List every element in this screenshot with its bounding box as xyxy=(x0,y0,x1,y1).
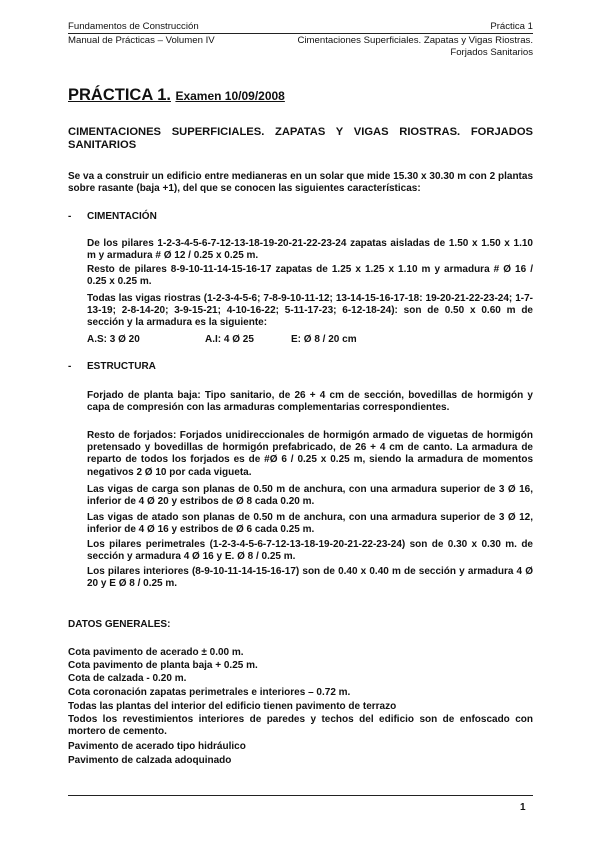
header-course: Fundamentos de Construcción xyxy=(68,21,199,32)
cimentacion-p3: Todas las vigas riostras (1-2-3-4-5-6; 7-8-9-10-11-12; 13-14-15-16-17-18: 19-20-21-22-23-24; 1-7-13-19; 2-8-14-20; 3-9-15-21; 4-10-16-22; 5-11-17-23; 6-12-18-24): son de 0.50 x 0.60 m de sección y la armadura es la siguiente: xyxy=(87,293,533,329)
header-practice: Práctica 1 xyxy=(490,21,533,32)
section-heading: CIMENTACIONES SUPERFICIALES. ZAPATAS Y VIGAS RIOSTRAS. FORJADOS SANITARIOS xyxy=(68,126,533,152)
datos-line: Cota coronación zapatas perimetrales e interiores – 0.72 m. xyxy=(68,687,351,698)
header-topic: Cimentaciones Superficiales. Zapatas y Vigas Riostras. xyxy=(297,35,533,46)
estructura-p1: Forjado de planta baja: Tipo sanitario, de 26 + 4 cm de sección, bovedillas de hormigón y capa de compresión con las armaduras complementarias correspondientes. xyxy=(87,390,533,414)
estructura-p5: Los pilares perimetrales (1-2-3-4-5-6-7-12-13-18-19-20-21-22-23-24) son de 0.30 x 0.30 m. de sección y armadura 4 Ø 16 y E. Ø 8 / 0.25 m. xyxy=(87,539,533,563)
footer-divider xyxy=(68,795,533,796)
datos-line: Cota pavimento de acerado ± 0.00 m. xyxy=(68,647,244,658)
estructura-heading: ESTRUCTURA xyxy=(87,361,156,372)
armadura-inferior: A.I: 4 Ø 25 xyxy=(205,334,254,345)
estructura-p3: Las vigas de carga son planas de 0.50 m de anchura, con una armadura superior de 3 Ø 16, inferior de 4 Ø 20 y estribos de Ø 8 cada 0.20 m. xyxy=(87,484,533,508)
header-divider xyxy=(68,33,533,34)
datos-line: Pavimento de calzada adoquinado xyxy=(68,755,232,766)
bullet-dash: - xyxy=(68,361,72,372)
datos-line: Cota pavimento de planta baja + 0.25 m. xyxy=(68,660,258,671)
cimentacion-p2: Resto de pilares 8-9-10-11-14-15-16-17 zapatas de 1.25 x 1.25 x 1.10 m y armadura # Ø 16 / 0.25 x 0.25 m. xyxy=(87,264,533,288)
datos-heading: DATOS GENERALES: xyxy=(68,619,171,630)
bullet-dash: - xyxy=(68,211,72,222)
datos-line: Todos los revestimientos interiores de paredes y techos del edificio son de enfoscado con mortero de cemento. xyxy=(68,714,533,738)
estructura-p6: Los pilares interiores (8-9-10-11-14-15-16-17) son de 0.40 x 0.40 m de sección y armadura 4 Ø 20 y E Ø 8 / 0.25 m. xyxy=(87,566,533,590)
title-main: PRÁCTICA 1. xyxy=(68,86,171,104)
estructura-p2: Resto de forjados: Forjados unidireccionales de hormigón armado de viguetas de hormigón pretensado y bovedillas de hormigón prefabricado, de 26 + 4 cm de canto. La armadura de reparto de todos los forjados es de #Ø 6 / 0.25 x 0.25 m, siendo la armadura de momentos negativos 2 Ø 10 por cada vigueta. xyxy=(87,430,533,478)
page-title xyxy=(68,86,285,105)
estructura-p4: Las vigas de atado son planas de 0.50 m de anchura, con una armadura superior de 3 Ø 12, inferior de 4 Ø 16 y estribos de Ø 6 cada 0.25 m. xyxy=(87,512,533,536)
header-manual: Manual de Prácticas – Volumen IV xyxy=(68,35,215,46)
datos-line: Cota de calzada - 0.20 m. xyxy=(68,673,187,684)
title-sub: Examen 10/09/2008 xyxy=(175,89,285,103)
datos-line: Pavimento de acerado tipo hidráulico xyxy=(68,741,246,752)
cimentacion-heading: CIMENTACIÓN xyxy=(87,211,157,222)
intro-paragraph: Se va a construir un edificio entre medianeras en un solar que mide 15.30 x 30.30 m con 2 plantas sobre rasante (baja +1), del que se conocen las siguientes características: xyxy=(68,171,533,195)
datos-line: Todas las plantas del interior del edificio tienen pavimento de terrazo xyxy=(68,701,397,712)
cimentacion-p1: De los pilares 1-2-3-4-5-6-7-12-13-18-19-20-21-22-23-24 zapatas aisladas de 1.50 x 1.50 x 1.10 m y armadura # Ø 12 / 0.25 x 0.25 m. xyxy=(87,238,533,262)
header-topic-cont: Forjados Sanitarios xyxy=(450,47,533,58)
armadura-row xyxy=(87,334,533,346)
estribos: E: Ø 8 / 20 cm xyxy=(291,334,357,345)
page-number: 1 xyxy=(520,802,526,813)
armadura-superior: A.S: 3 Ø 20 xyxy=(87,334,140,345)
